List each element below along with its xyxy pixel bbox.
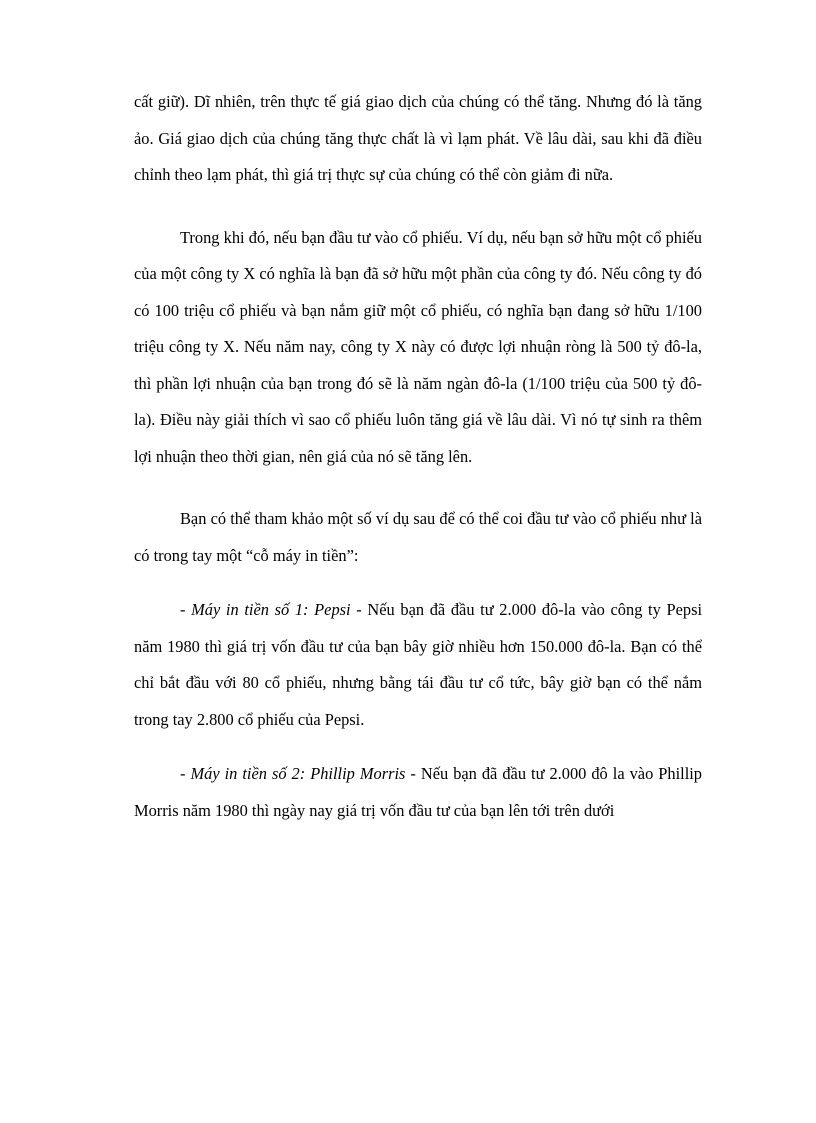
list-dash: -	[180, 764, 191, 783]
paragraph-spacer	[134, 475, 702, 501]
paragraph-spacer	[134, 574, 702, 592]
paragraph-text: - Nếu bạn đã đầu tư 2.000 đô la vào Phillip Morris năm 1980 thì ngày nay giá trị vốn đầu tư của bạn lên tới trên dưới	[134, 764, 702, 820]
paragraph-spacer	[134, 738, 702, 756]
paragraph-text: Trong khi đó, nếu bạn đầu tư vào cổ phiếu. Ví dụ, nếu bạn sở hữu một cổ phiếu của một công ty X có nghĩa là bạn đã sở hữu một phần của công ty đó. Nếu công ty đó có 100 triệu cổ phiếu và bạn nắm giữ một cổ phiếu, có nghĩa bạn đang sở hữu 1/100 triệu công ty X. Nếu năm nay, công ty X này có được lợi nhuận ròng là 500 tỷ đô-la, thì phần lợi nhuận của bạn trong đó sẽ là năm ngàn đô-la (1/100 triệu của 500 tỷ đô-la). Điều này giải thích vì sao cổ phiếu luôn tăng giá về lâu dài. Vì nó tự sinh ra thêm lợi nhuận theo thời gian, nên giá của nó sẽ tăng lên.	[134, 227, 702, 466]
paragraph-text: - Nếu bạn đã đầu tư 2.000 đô-la vào công ty Pepsi năm 1980 thì giá trị vốn đầu tư của bạn bây giờ nhiều hơn 150.000 đô-la. Bạn có thể chỉ bắt đầu với 80 cổ phiếu, nhưng bằng tái đầu tư cổ tức, bây giờ bạn có thể nắm trong tay 2.800 cổ phiếu của Pepsi.	[134, 600, 702, 729]
document-page	[134, 84, 702, 829]
paragraph-example-pepsi	[134, 592, 702, 738]
paragraph-text: cất giữ). Dĩ nhiên, trên thực tế giá giao dịch của chúng có thể tăng. Nhưng đó là tăng ảo. Giá giao dịch của chúng tăng thực chất là vì lạm phát. Về lâu dài, sau khi đã điều chỉnh theo lạm phát, thì giá trị thực sự của chúng có thể còn giảm đi nữa.	[134, 92, 702, 184]
list-dash: -	[180, 600, 192, 619]
paragraph-spacer	[134, 194, 702, 220]
paragraph-examples-intro	[134, 501, 702, 574]
paragraph-example-phillip-morris	[134, 756, 702, 829]
paragraph-gold-inflation	[134, 84, 702, 194]
paragraph-text: Bạn có thể tham khảo một số ví dụ sau để có thể coi đầu tư vào cổ phiếu như là có trong tay một “cỗ máy in tiền”:	[134, 509, 702, 565]
example-heading-phillip-morris: Máy in tiền số 2: Phillip Morris	[190, 764, 406, 783]
paragraph-stock-ownership	[134, 220, 702, 476]
example-heading-pepsi: Máy in tiền số 1: Pepsi	[191, 600, 351, 619]
